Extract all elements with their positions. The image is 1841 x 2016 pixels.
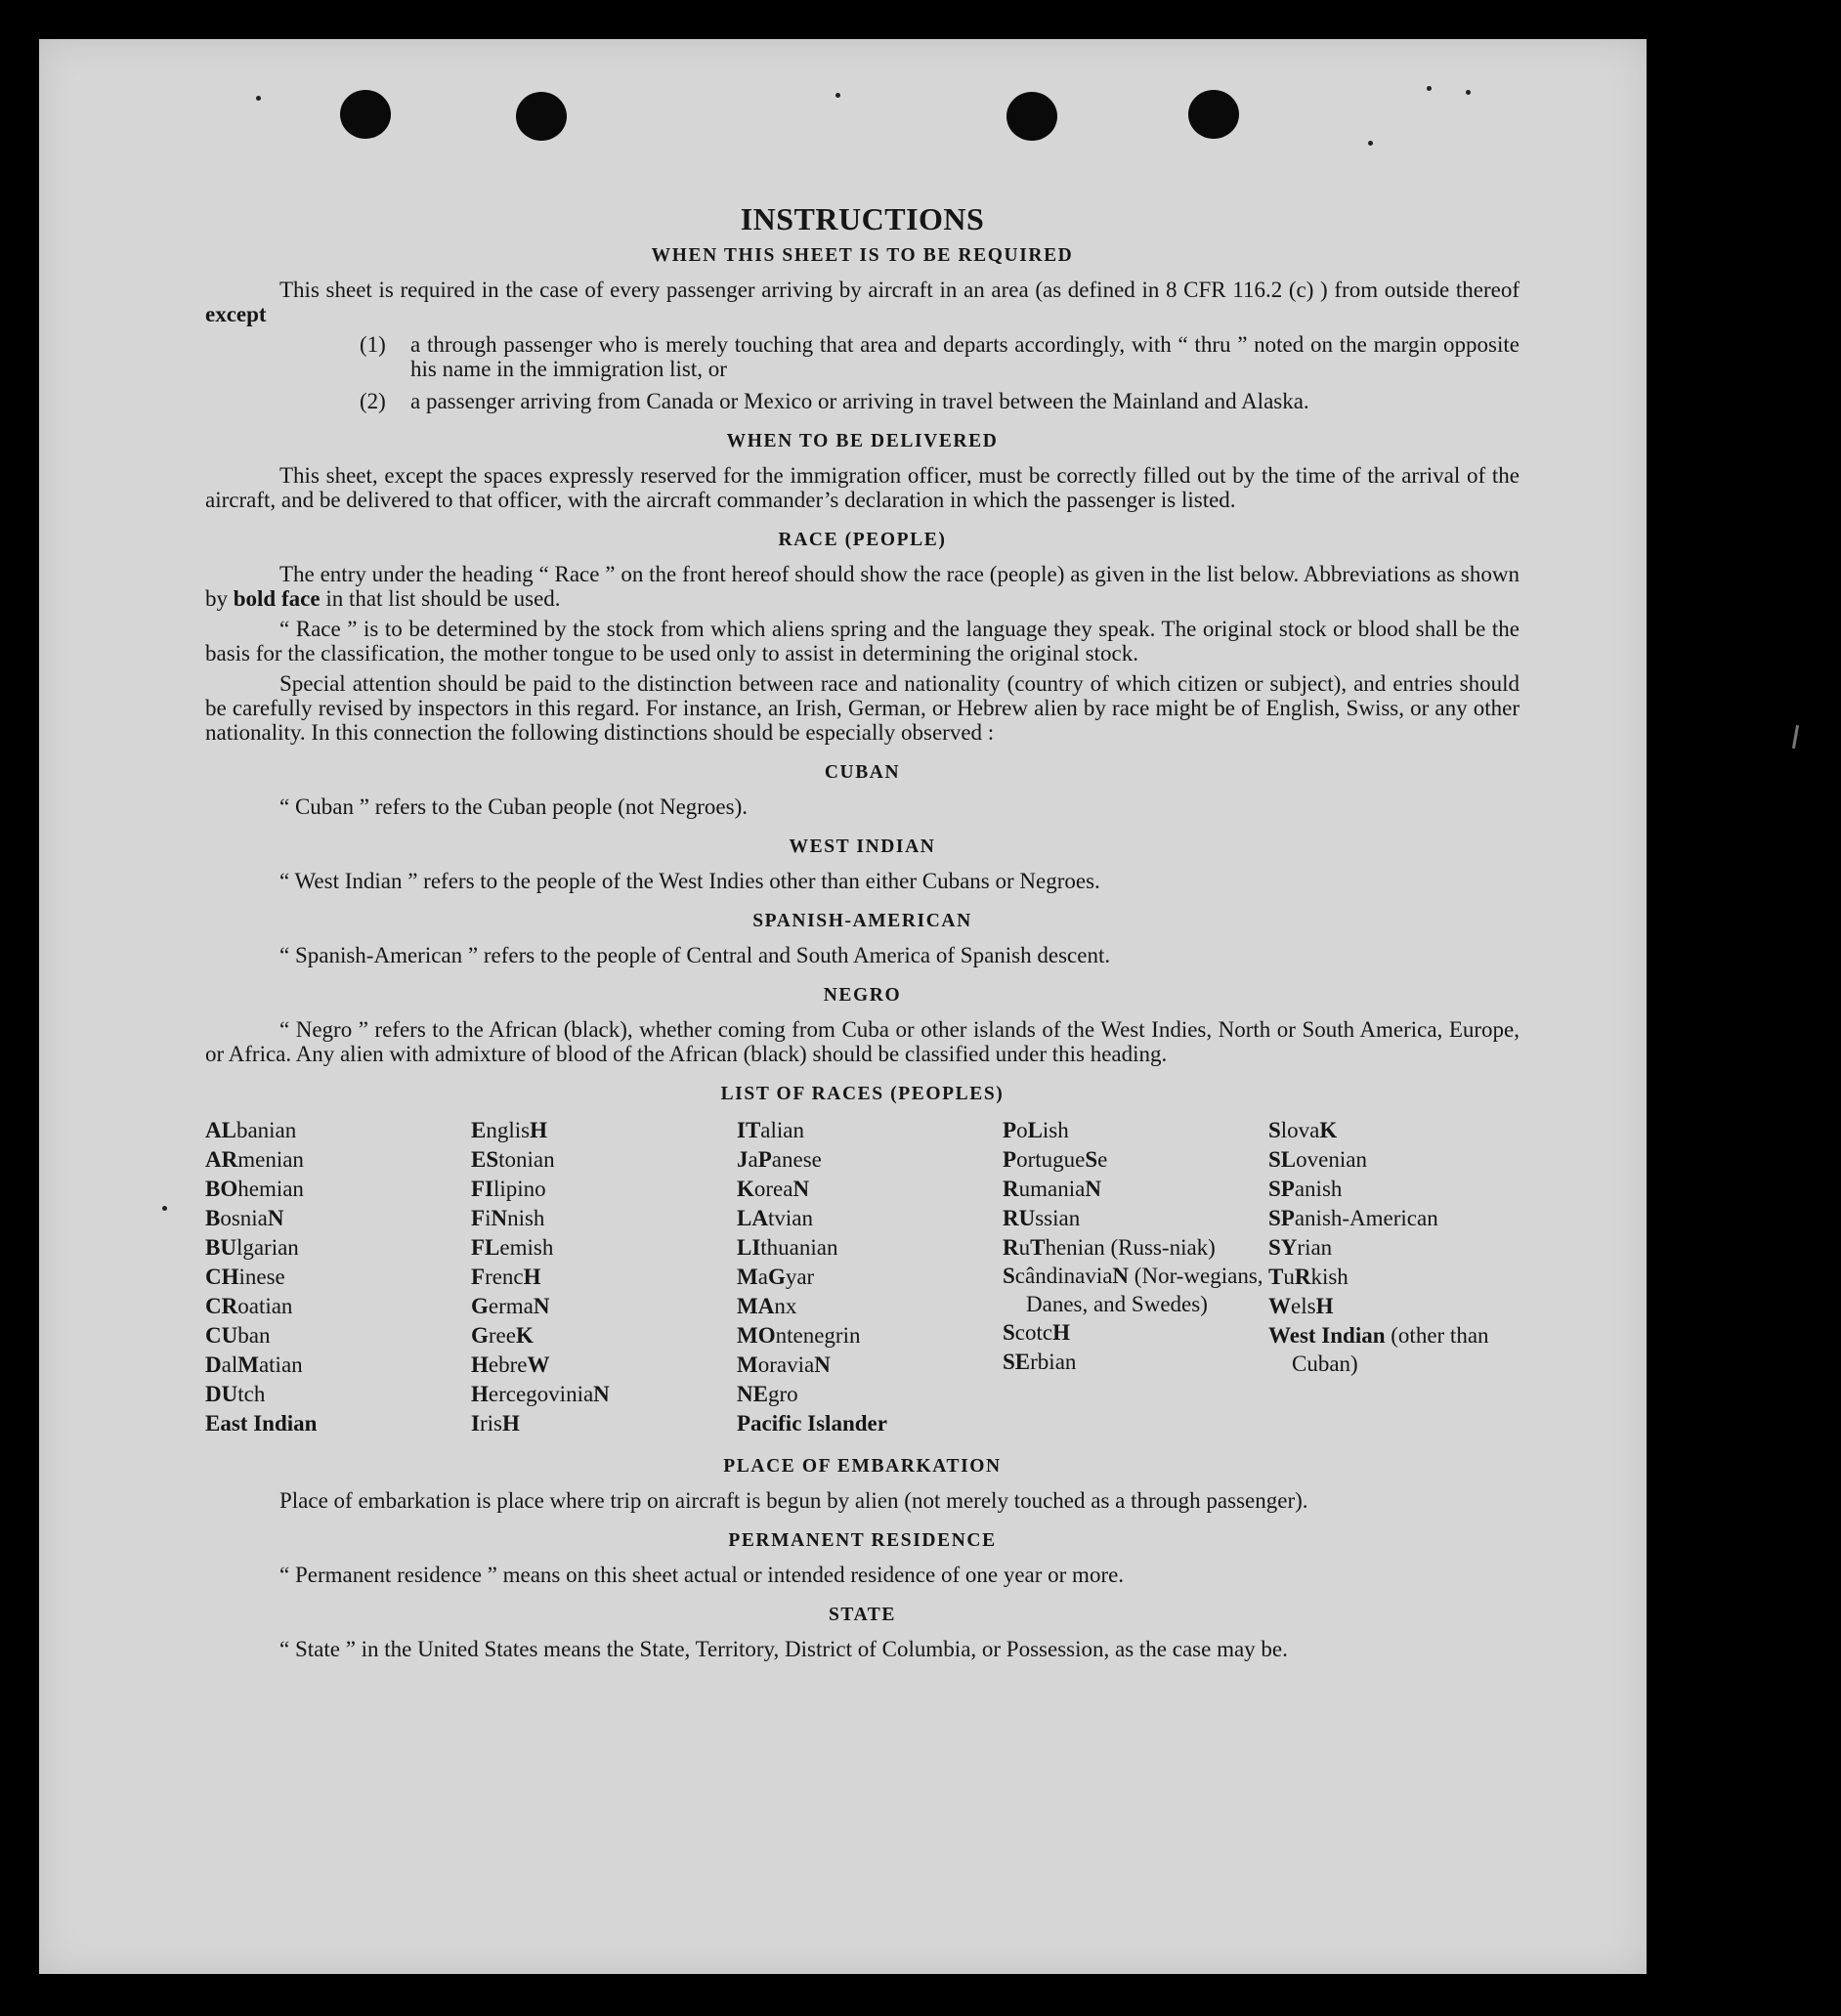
punch-hole — [1188, 90, 1239, 139]
heading-west-indian: WEST INDIAN — [789, 836, 936, 857]
heading-cuban: CUBAN — [824, 762, 901, 783]
race-entry: MoraviaN — [737, 1352, 831, 1377]
scan-mark — [1792, 725, 1799, 749]
paper-speck — [1427, 86, 1432, 91]
race-entry: RumaniaN — [1003, 1177, 1101, 1201]
paper-speck — [835, 93, 840, 98]
race-entry: SLovenian — [1268, 1147, 1367, 1172]
exception-number: (1) — [360, 332, 386, 357]
race-entry: FrencH — [471, 1265, 541, 1289]
race-entry: PoLish — [1003, 1118, 1069, 1142]
state-text: “ State ” in the United States means the State, Territory, District of Columbia, or Possession, as the case may be. — [279, 1637, 1288, 1661]
race-entry: FLemish — [471, 1235, 554, 1260]
paper-speck — [1368, 141, 1373, 146]
race-entry: TuRkish — [1268, 1265, 1349, 1289]
race-entry: DUtch — [205, 1382, 266, 1406]
when-required-intro-text: This sheet is required in the case of every passenger arriving by aircraft in an area (as defined in 8 CFR 116.2 (c) ) from outside thereof — [279, 278, 1520, 302]
heading-place-of-embarkation: PLACE OF EMBARKATION — [723, 1456, 1002, 1477]
race-entry: BosniaN — [205, 1206, 284, 1230]
race-entry: LAtvian — [737, 1206, 813, 1230]
place-of-embarkation-text: Place of embarkation is place where trip on aircraft is begun by alien (not merely touched as a through passenger). — [279, 1488, 1308, 1513]
race-column-5 — [1268, 1116, 1522, 1438]
race-entry: MAnx — [737, 1294, 797, 1318]
race-entry: RUssian — [1003, 1206, 1081, 1230]
race-entry: CUban — [205, 1323, 271, 1348]
race-entry: JaPanese — [737, 1147, 822, 1172]
heading-when-required: WHEN THIS SHEET IS TO BE REQUIRED — [651, 245, 1074, 266]
race-p1-bold: bold face — [233, 586, 321, 611]
punch-hole — [340, 90, 391, 139]
exception-number: (2) — [360, 389, 386, 413]
race-entry: SYrian — [1268, 1235, 1333, 1260]
cuban-text: “ Cuban ” refers to the Cuban people (not Negroes). — [279, 794, 749, 819]
when-delivered-text: This sheet, except the spaces expressly reserved for the immigration officer, must be correctly filled out by the time of the arrival of the aircraft, and be delivered to that officer, with the aircraft commander’s declaration in which the passenger is listed. — [205, 463, 1520, 512]
race-entry: WelsH — [1268, 1294, 1334, 1318]
race-entry: LIthuanian — [737, 1235, 838, 1260]
exception-item — [360, 389, 1520, 413]
heading-spanish-american: SPANISH-AMERICAN — [752, 911, 972, 931]
race-entry: MaGyar — [737, 1265, 815, 1289]
race-column-2 — [471, 1116, 737, 1438]
paper-speck — [256, 96, 261, 101]
heading-race: RACE (PEOPLE) — [778, 530, 947, 550]
race-entry: SErbian — [1003, 1350, 1077, 1374]
exception-item — [360, 332, 1520, 381]
race-paragraph-3: Special attention should be paid to the distinction between race and nationality (country of which citizen or subject), and entries should be carefully revised by inspectors in this regard. For instance, an Irish, German, or Hebrew alien by race might be of English, Swiss, or any other nationality. In this connection the following distinctions should be especially observed : — [205, 671, 1520, 745]
race-list — [205, 1116, 1520, 1438]
west-indian-text: “ West Indian ” refers to the people of the West Indies other than either Cubans or Negroes. — [279, 869, 1100, 893]
race-entry: HebreW — [471, 1352, 550, 1377]
race-entry: West Indian (other than Cuban) — [1268, 1323, 1489, 1376]
race-column-4 — [1003, 1116, 1268, 1438]
race-entry: CHinese — [205, 1265, 285, 1289]
race-entry: ARmenian — [205, 1147, 304, 1172]
punch-hole — [516, 92, 567, 141]
instructions-content — [205, 201, 1520, 1667]
heading-when-delivered: WHEN TO BE DELIVERED — [726, 431, 999, 451]
permanent-residence-text: “ Permanent residence ” means on this sheet actual or intended residence of one year or more. — [279, 1563, 1125, 1587]
race-p1-end: in that list should be used. — [320, 586, 561, 611]
race-entry: ITalian — [737, 1118, 804, 1142]
negro-text: “ Negro ” refers to the African (black), whether coming from Cuba or other islands of the West Indies, North or South America, Europe, or Africa. Any alien with admixture of blood of the African (black) should be classified under this heading. — [205, 1017, 1520, 1066]
race-entry: SPanish — [1268, 1177, 1343, 1201]
race-entry: NEgro — [737, 1382, 798, 1406]
heading-list-of-races: LIST OF RACES (PEOPLES) — [720, 1084, 1005, 1104]
race-entry: Pacific Islander — [737, 1411, 887, 1436]
paper-speck — [1466, 90, 1471, 95]
punch-hole — [1006, 92, 1057, 141]
race-paragraph-1 — [205, 562, 1520, 611]
when-required-except: except — [205, 302, 267, 326]
race-entry: ALbanian — [205, 1118, 297, 1142]
race-p1-text: The entry under the heading “ Race ” on the front hereof should show the race (people) as given in the list below. Abbreviations as shown by — [205, 562, 1520, 611]
race-entry: BUlgarian — [205, 1235, 299, 1260]
race-entry: CRoatian — [205, 1294, 293, 1318]
race-entry: IrisH — [471, 1411, 520, 1436]
race-entry: East Indian — [205, 1411, 318, 1436]
page-title: INSTRUCTIONS — [740, 201, 985, 236]
heading-negro: NEGRO — [823, 985, 902, 1006]
race-paragraph-2: “ Race ” is to be determined by the stock from which aliens spring and the language they speak. The original stock or blood shall be the basis for the classification, the mother tongue to be used only to assist in determining the original stock. — [205, 617, 1520, 665]
race-entry: KoreaN — [737, 1177, 810, 1201]
document-sheet — [39, 39, 1647, 1974]
race-entry: DalMatian — [205, 1352, 303, 1377]
race-entry: GermaN — [471, 1294, 550, 1318]
race-entry: SPanish-American — [1268, 1206, 1438, 1230]
race-entry: SlovaK — [1268, 1118, 1338, 1142]
when-required-intro — [205, 278, 1520, 326]
race-entry: HercegoviniaN — [471, 1382, 610, 1406]
exception-text: a passenger arriving from Canada or Mexico or arriving in travel between the Mainland and Alaska. — [410, 389, 1309, 413]
race-entry: GreeK — [471, 1323, 534, 1348]
heading-state: STATE — [828, 1605, 897, 1625]
race-entry: MOntenegrin — [737, 1323, 861, 1348]
spanish-american-text: “ Spanish-American ” refers to the people of Central and South America of Spanish descent. — [279, 943, 1111, 967]
paper-speck — [162, 1206, 167, 1211]
race-entry: EStonian — [471, 1147, 555, 1172]
race-entry: ScotcH — [1003, 1320, 1070, 1345]
race-entry: PortugueSe — [1003, 1147, 1108, 1172]
race-entry: BOhemian — [205, 1177, 304, 1201]
race-entry: EnglisH — [471, 1118, 547, 1142]
race-entry: RuThenian (Russ-niak) — [1003, 1235, 1216, 1260]
exception-text: a through passenger who is merely touching that area and departs accordingly, with “ thru ” noted on the margin opposite his name in the immigration list, or — [410, 332, 1520, 381]
heading-permanent-residence: PERMANENT RESIDENCE — [728, 1530, 997, 1551]
race-column-1 — [205, 1116, 471, 1438]
race-entry: FiNnish — [471, 1206, 545, 1230]
race-entry: ScândinaviaN (Nor-wegians, Danes, and Swedes) — [1003, 1264, 1263, 1316]
race-column-3 — [737, 1116, 1003, 1438]
race-entry: FIlipino — [471, 1177, 546, 1201]
